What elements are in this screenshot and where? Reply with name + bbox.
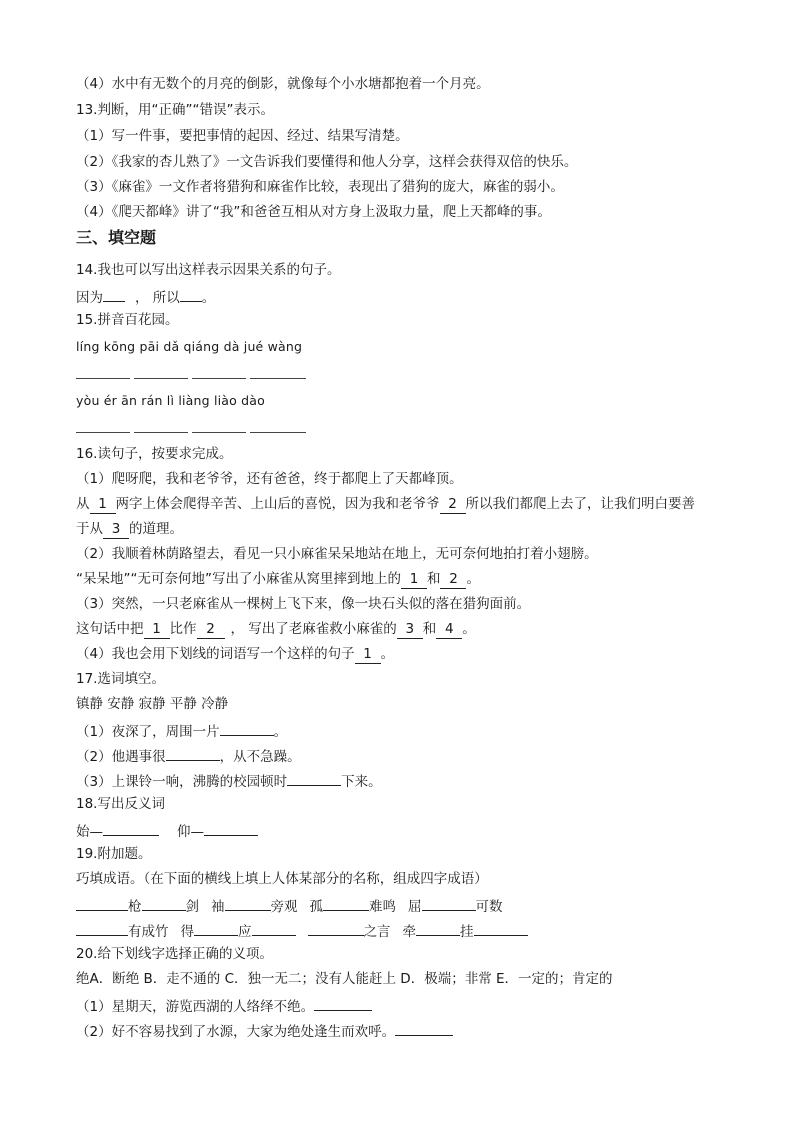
q18-items: 始— 仰— [76,819,258,842]
q15-line-6[interactable] [134,432,188,433]
q14-sentence [76,285,215,308]
q16-line-5: （4）我也会用下划线的词语写一个这样的句子 1 。 [76,646,395,662]
q18-blank-2[interactable] [204,819,258,836]
q16-blank-4-1[interactable]: 1 [355,646,381,664]
q19-blank[interactable] [422,894,476,911]
q15-pinyin-row-2: yòu ér ān rán lì liàng liào dào [76,393,266,408]
q16-sentence-1: （1）爬呀爬，我和老爷爷，还有爸爸，终于都爬上了天都峰顶。 [76,471,463,487]
q19-blank[interactable] [76,894,128,911]
q16-blank-3-2[interactable]: 2 [197,621,225,639]
q16-line-4: 这句话中把 1 比作 2 ， 写出了老麻雀救小麻雀的 3 和 4 。 [76,621,476,637]
q19-blank[interactable] [76,919,128,936]
q19-blank[interactable] [416,919,460,936]
q17-item-1: （1）夜深了，周围一片 。 [76,719,287,742]
q16-blank-3-1[interactable]: 1 [144,621,170,639]
q15-title: 15.拼音百花园。 [76,312,179,328]
q16-sentence-3: （3）突然，一只老麻雀从一棵树上飞下来，像一块石头似的落在猎狗面前。 [76,596,531,612]
q15-line-8[interactable] [250,432,306,433]
q16-blank-2-1[interactable]: 1 [401,571,427,589]
q14-end: 。 [201,290,216,306]
q14-blank-1[interactable] [103,285,125,302]
q17-item-3: （3）上课铃一响，沸腾的校园顿时 下来。 [76,769,382,792]
q19-blank[interactable] [194,919,238,936]
q18-blank-1[interactable] [103,819,159,836]
q14-blank-2[interactable] [180,285,202,302]
q16-title: 16.读句子，按要求完成。 [76,446,233,462]
q19-blank[interactable] [252,919,296,936]
q16-blank-3-4[interactable]: 4 [436,621,462,639]
q18-title: 18.写出反义词 [76,796,165,812]
q13-title: 13.判断，用“正确”“错误”表示。 [76,102,274,118]
q16-blank-3-3[interactable]: 3 [397,621,423,639]
q20-blank-2[interactable] [395,1019,453,1036]
q13-item-1: （1）写一件事，要把事情的起因、经过、结果写清楚。 [76,128,409,144]
q13-item-3: （3）《麻雀》一文作者将猎狗和麻雀作比较，表现出了猎狗的庞大，麻雀的弱小。 [76,179,564,195]
q17-item-2: （2）他遇事很 ，从不急躁。 [76,744,301,767]
q19-idiom-row-1: 枪 剑 袖 旁观 孤 难鸣 屈 可数 [76,894,503,917]
q14-because: 因为 [76,290,103,306]
q19-idiom-row-2: 有成竹 得 应 之言 牵 挂 [76,919,528,942]
section-heading-fill-in: 三、填空题 [76,228,157,247]
q15-line-7[interactable] [192,432,246,433]
q19-instruction: 巧填成语。（在下面的横线上填上人体某部分的名称，组成四字成语） [76,871,488,887]
q20-options: 绝A．断绝 B．走不通的 C．独一无二；没有人能赶上 D．极端；非常 E．一定的；肯定的 [76,971,613,987]
q16-blank-1[interactable]: 1 [90,496,116,514]
q20-item-1: （1）星期天，游览西湖的人络绎不绝。 [76,994,372,1017]
q16-blank-2[interactable]: 2 [440,496,466,514]
q13-item-2: （2）《我家的杏儿熟了》一文告诉我们要懂得和他人分享，这样会获得双倍的快乐。 [76,154,578,170]
q19-blank[interactable] [225,894,271,911]
q13-item-4: （4）《爬天都峰》讲了“我”和爸爸互相从对方身上汲取力量，爬上天都峰的事。 [76,204,551,220]
q15-line-1[interactable] [76,378,130,379]
q17-blank-3[interactable] [287,769,341,786]
q16-line-3: “呆呆地”“无可奈何地”写出了小麻雀从窝里摔到地上的 1 和 2 。 [76,571,480,587]
q15-line-4[interactable] [250,378,306,379]
q16-blank-3[interactable]: 3 [103,521,129,539]
q17-blank-1[interactable] [220,719,274,736]
q20-item-2: （2）好不容易找到了水源，大家为绝处逢生而欢呼。 [76,1019,453,1042]
q15-line-2[interactable] [134,378,188,379]
q20-blank-1[interactable] [314,994,372,1011]
q14-title: 14.我也可以写出这样表示因果关系的句子。 [76,262,341,278]
q15-pinyin-row-1: líng kōng pāi dǎ qiáng dà jué wàng [76,339,303,354]
q17-blank-2[interactable] [166,744,220,761]
q16-line-1: 从 1 两字上体会爬得辛苦、上山后的喜悦，因为我和老爷爷 2 所以我们都爬上去了，让我们明白要善 [76,496,695,512]
q16-blank-2-2[interactable]: 2 [440,571,466,589]
q19-blank[interactable] [142,894,186,911]
q14-so: ， 所以 [135,290,180,306]
q19-title: 19.附加题。 [76,846,152,862]
q19-blank[interactable] [323,894,369,911]
q12-item-4: （4）水中有无数个的月亮的倒影，就像每个小水塘都抱着一个月亮。 [76,76,490,92]
q19-blank[interactable] [474,919,528,936]
q15-line-5[interactable] [76,432,130,433]
q17-word-bank: 镇静 安静 寂静 平静 冷静 [76,696,229,712]
q20-title: 20.给下划线字选择正确的义项。 [76,946,273,962]
q15-line-3[interactable] [192,378,246,379]
q19-blank[interactable] [308,919,364,936]
q16-sentence-2: （2）我顺着林荫路望去，看见一只小麻雀呆呆地站在地上，无可奈何地拍打着小翅膀。 [76,546,598,562]
q16-line-2: 于从 3 的道理。 [76,521,183,537]
q17-title: 17.选词填空。 [76,671,165,687]
